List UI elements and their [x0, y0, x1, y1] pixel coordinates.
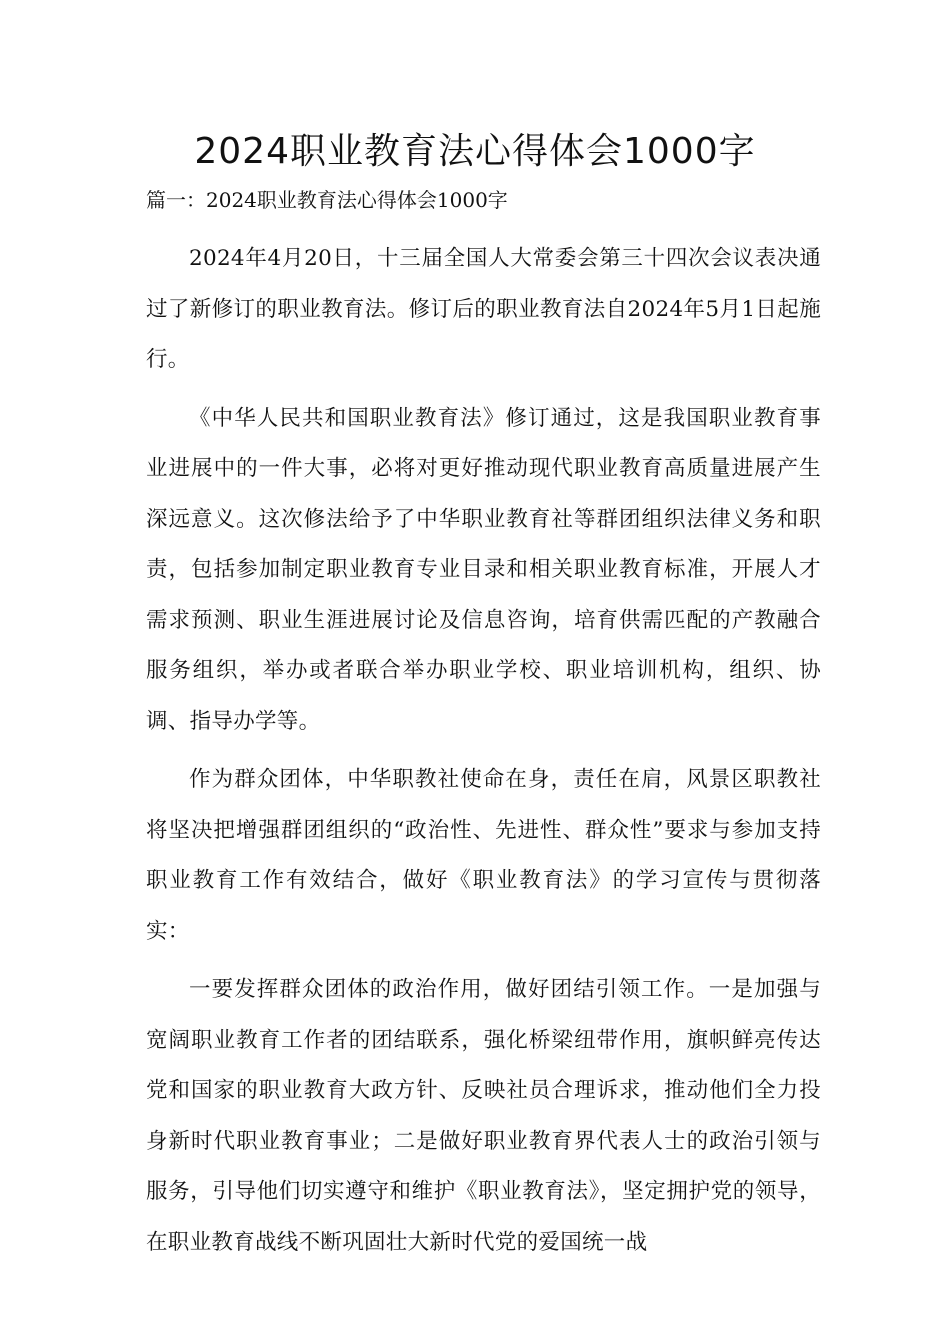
document-title: 2024职业教育法心得体会1000字	[194, 131, 756, 172]
paragraph-1: 2024年4月20日，十三届全国人大常委会第三十四次会议表决通过了新修订的职业教育法。修订后的职业教育法自2024年5月1日起施行。	[146, 246, 821, 372]
paragraph-4: 一要发挥群众团体的政治作用，做好团结引领工作。一是加强与宽阔职业教育工作者的团结联系，强化桥梁纽带作用，旗帜鲜亮传达党和国家的职业教育大政方针、反映社员合理诉求，推动他们全力投身新时代职业教育事业；二是做好职业教育界代表人士的政治引领与服务，引导他们切实遵守和维护《职业教育法》，坚定拥护党的领导，在职业教育战线不断巩固壮大新时代党的爱国统一战	[146, 977, 821, 1255]
paragraph-2: 《中华人民共和国职业教育法》修订通过，这是我国职业教育事业进展中的一件大事，必将对更好推动现代职业教育高质量进展产生深远意义。这次修法给予了中华职业教育社等群团组织法律义务和职责，包括参加制定职业教育专业目录和相关职业教育标准，开展人才需求预测、职业生涯进展讨论及信息咨询，培育供需匹配的产教融合服务组织，举办或者联合举办职业学校、职业培训机构，组织、协调、指导办学等。	[146, 405, 821, 734]
paragraph-3: 作为群众团体，中华职教社使命在身，责任在肩，风景区职教社将坚决把增强群团组织的“政治性、先进性、群众性”要求与参加支持职业教育工作有效结合，做好《职业教育法》的学习宣传与贯彻落实：	[146, 767, 821, 944]
document-body	[146, 234, 821, 1276]
document-subtitle: 篇一：2024职业教育法心得体会1000字	[146, 188, 508, 212]
